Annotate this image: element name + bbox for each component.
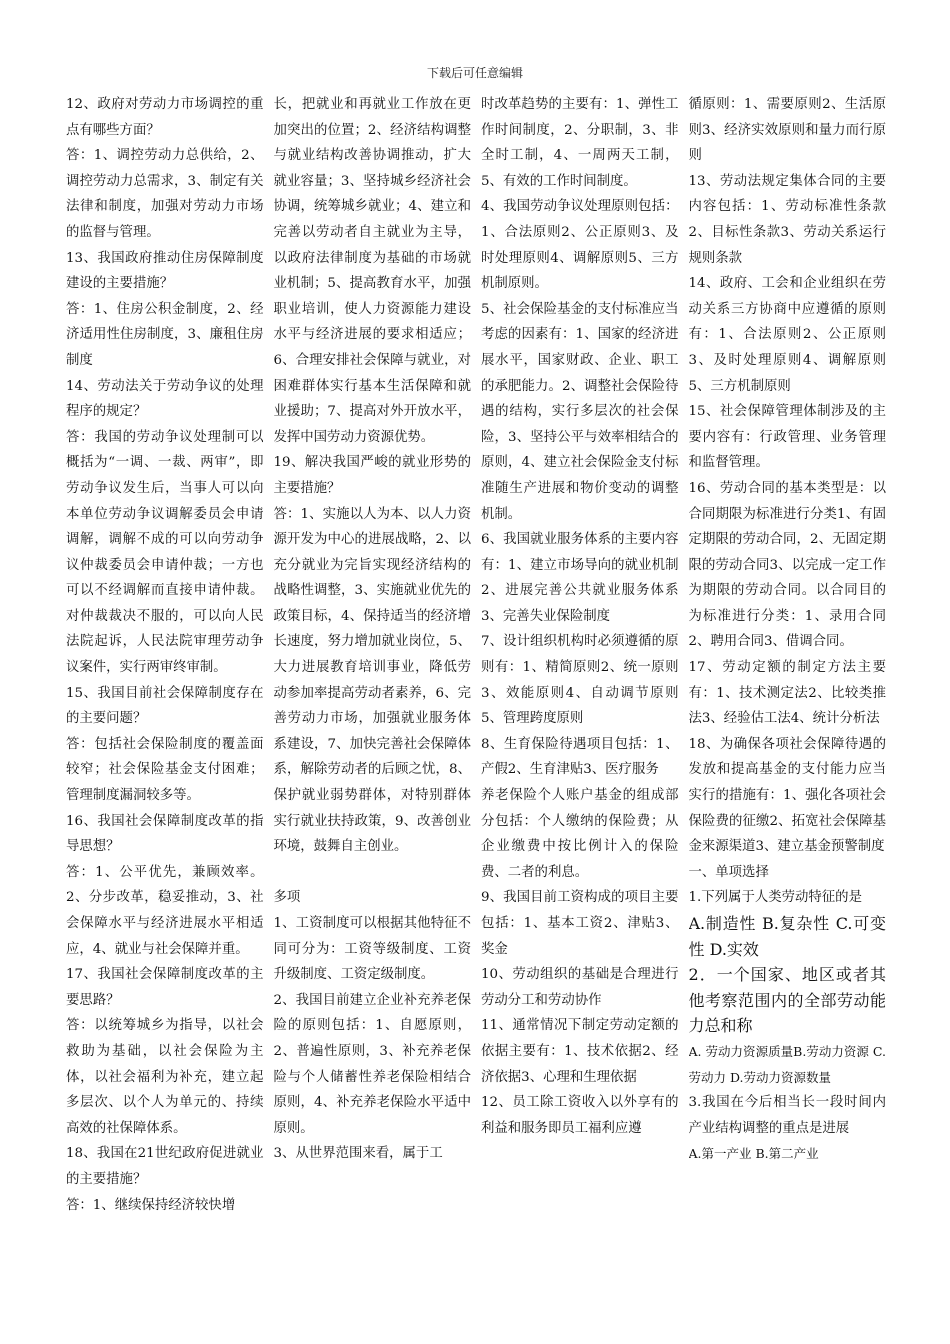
paragraph: 2、我国目前建立企业补充养老保险的原则包括：1、自愿原则，2、普遍性原则，3、补充养老保险与个人储蓄性养老保险相结合原则，4、补充养老保险水平适中原则。 xyxy=(273,992,471,1136)
paragraph: 17、劳动定额的制定方法主要有：1、技术测定法2、比较类推法3、经验估工法4、统计分析法 xyxy=(688,660,886,727)
paragraph: 14、政府、工会和企业组织在劳动关系三方协商中应遵循的原则有：1、合法原则2、公正原则3、及时处理原则4、调解原则5、三方机制原则 xyxy=(688,276,886,394)
paragraph: 9、我国目前工资构成的项目主要包括：1、基本工资2、津贴3、奖金 xyxy=(481,890,679,957)
paragraph: 答：我国的劳动争议处理制可以概括为“一调、一裁、两审”，即劳动争议发生后，当事人可以向本单位劳动争议调解委员会申请调解，调解不成的可以向劳动争议仲裁委员会申请仲裁；一方也可以不经调解而直接申请仲裁。对仲裁裁决不服的，可以向人民法院起诉，人民法院审理劳动争议案件，实行两审终审制。 xyxy=(66,429,264,676)
answer-options: A. 劳动力资源质量B.劳动力资源 C.劳动力 D.劳动力资源数量 xyxy=(688,1043,886,1085)
paragraph: 答：以统筹城乡为指导，以社会救助为基础，以社会保险为主体，以社会福利为补充，建立起多层次、以个人为单元的、持续高效的社保障体系。 xyxy=(66,1018,264,1136)
paragraph: 6、我国就业服务体系的主要内容有：1、建立市场导向的就业机制2、进展完善公共就业服务体系3、完善失业保险制度 xyxy=(481,532,679,624)
paragraph: 19、解决我国严峻的就业形势的主要措施？ xyxy=(273,455,471,496)
section-heading-multiple: 多项 xyxy=(273,890,301,906)
paragraph: 10、劳动组织的基础是合理进行劳动分工和劳动协作 xyxy=(481,967,679,1008)
paragraph: 4、我国劳动争议处理原则包括：1、合法原则2、公正原则3、及时处理原则4、调解原则5、三方机制原则。 xyxy=(481,199,679,292)
section-heading-single-choice: 一、单项选择 xyxy=(688,864,769,880)
blank-line xyxy=(274,860,472,886)
paragraph: 18、我国在21世纪政府促进就业的主要措施？ xyxy=(66,1146,264,1187)
paragraph: 长，把就业和再就业工作放在更加突出的位置；2、经济结构调整与就业结构改善协调推动，扩大就业容量；3、坚持城乡经济社会协调，统筹城乡就业；4、建立和完善以劳动者自主就业为主导，以政府法律制度为基础的市场就业机制；5、提高教育水平，加强职业培训，使人力资源能力建设水平与经济进展的要求相适应；6、合理安排社会保障与就业，对困难群体实行基本生活保障和就业援助；7、提高对外开放水平，发挥中国劳动力资源优势。 xyxy=(273,97,471,445)
column-4 xyxy=(689,92,887,1242)
question: 2．一个国家、地区或者其他考察范围内的全部劳动能力总和称 xyxy=(688,965,886,1036)
paragraph: 答：包括社会保险制度的覆盖面较窄；社会保险基金支付困难；管理制度漏洞较多等。 xyxy=(66,736,264,804)
column-1 xyxy=(66,92,264,1242)
paragraph: 15、我国目前社会保障制度存在的主要问题？ xyxy=(66,685,264,727)
paragraph: 答：1、住房公积金制度，2、经济适用性住房制度，3、廉租住房制度 xyxy=(66,301,264,368)
answer-options: A.第一产业 B.第二产业 xyxy=(688,1146,819,1162)
paragraph: 时改革趋势的主要有：1、弹性工作时间制度，2、分职制，3、非全时工制，4、一周两天工制，5、有效的工作时间制度。 xyxy=(481,97,679,189)
paragraph: 15、社会保障管理体制涉及的主要内容有：行政管理、业务管理和监督管理。 xyxy=(688,404,886,471)
paragraph: 12、员工除工资收入以外享有的利益和服务即员工福利应遵 xyxy=(481,1095,679,1136)
paragraph: 1、工资制度可以根据其他特征不同可分为：工资等级制度、工资升级制度、工资定级制度。 xyxy=(273,916,471,983)
answer-options: A.制造性 B.复杂性 C.可变性 D.实效 xyxy=(688,914,886,959)
paragraph: 13、我国政府推动住房保障制度建设的主要措施？ xyxy=(66,250,264,292)
paragraph: 13、劳动法规定集体合同的主要内容包括：1、劳动标准性条款2、目标性条款3、劳动关系运行规则条款 xyxy=(688,173,886,266)
paragraph: 养老保险个人账户基金的组成部分包括：个人缴纳的保险费；从企业缴费中按比例计入的保险费、二者的利息。 xyxy=(481,788,679,880)
paragraph: 11、通常情况下制定劳动定额的依据主要有：1、技术依据2、经济依据3、心理和生理依据 xyxy=(481,1018,679,1085)
paragraph: 答：1、公平优先，兼顾效率。2、分步改革，稳妥推动，3、社会保障水平与经济进展水平相适应，4、就业与社会保障并重。 xyxy=(66,864,264,957)
paragraph: 12、政府对劳动力市场调控的重点有哪些方面？ xyxy=(66,97,264,138)
paragraph: 16、我国社会保障制度改革的指导思想？ xyxy=(66,813,264,855)
paragraph: 17、我国社会保障制度改革的主要思路？ xyxy=(66,967,264,1008)
paragraph: 14、劳动法关于劳动争议的处理程序的规定？ xyxy=(66,378,264,420)
paragraph: 18、为确保各项社会保障待遇的发放和提高基金的支付能力应当实行的措施有：1、强化各项社会保险费的征缴2、拓宽社会保障基金来源渠道3、建立基金预警制度 xyxy=(688,736,886,855)
paragraph: 答：1、实施以人为本、以人力资源开发为中心的进展战略，2、以充分就业为完旨实现经济结构的战略性调整，3、实施就业优先的政策目标，4、保持适当的经济增长速度，努力增加就业岗位，5、大力进展教育培训事业，降低劳动参加率提高劳动者素养，6、完善劳动力市场，加强就业服务体系建设，7、加快完善社会保障体系，解除劳动者的后顾之忧，8、保护就业弱势群体，对特别群体实行就业扶持政策，9、改善创业环境，鼓舞自主创业。 xyxy=(273,506,471,855)
question: 3.我国在今后相当长一段时间内产业结构调整的重点是进展 xyxy=(688,1095,886,1136)
document-body xyxy=(66,92,886,1242)
paragraph: 3、从世界范围来看，属于工 xyxy=(273,1146,443,1162)
column-2 xyxy=(274,92,472,1242)
column-3 xyxy=(481,92,679,1242)
question: 1.下列属于人类劳动特征的是 xyxy=(688,890,862,906)
paragraph: 答：1、调控劳动力总供给，2、调控劳动力总需求，3、制定有关法律和制度，加强对劳动力市场的监督与管理。 xyxy=(66,148,264,240)
paragraph: 循原则：1、需要原则2、生活原则3、经济实效原则和量力而行原则 xyxy=(688,97,886,164)
paragraph: 7、设计组织机构时必须遵循的原则有：1、精简原则2、统一原则3、效能原则4、自动调节原则5、管理跨度原则 xyxy=(481,634,679,727)
paragraph: 答：1、继续保持经济较快增 xyxy=(66,1197,236,1213)
page-header: 下载后可任意编辑 xyxy=(426,66,523,80)
paragraph: 8、生育保险待遇项目包括：1、产假2、生育津贴3、医疗服务 xyxy=(481,736,679,778)
paragraph: 5、社会保险基金的支付标准应当考虑的因素有：1、国家的经济进展水平，国家财政、企业、职工的承肥能力。2、调整社会保险待遇的结构，实行多层次的社会保险，3、坚持公平与效率相结合的原则，4、建立社会保险金支付标准随生产进展和物价变动的调整机制。 xyxy=(481,301,679,522)
paragraph: 16、劳动合同的基本类型是：以合同期限为标准进行分类1、有固定期限的劳动合同，2、无固定期限的劳动合同3、以完成一定工作为期限的劳动合同。以合同目的为标准进行分类：1、录用合同2、聘用合同3、借调合同。 xyxy=(688,480,886,650)
